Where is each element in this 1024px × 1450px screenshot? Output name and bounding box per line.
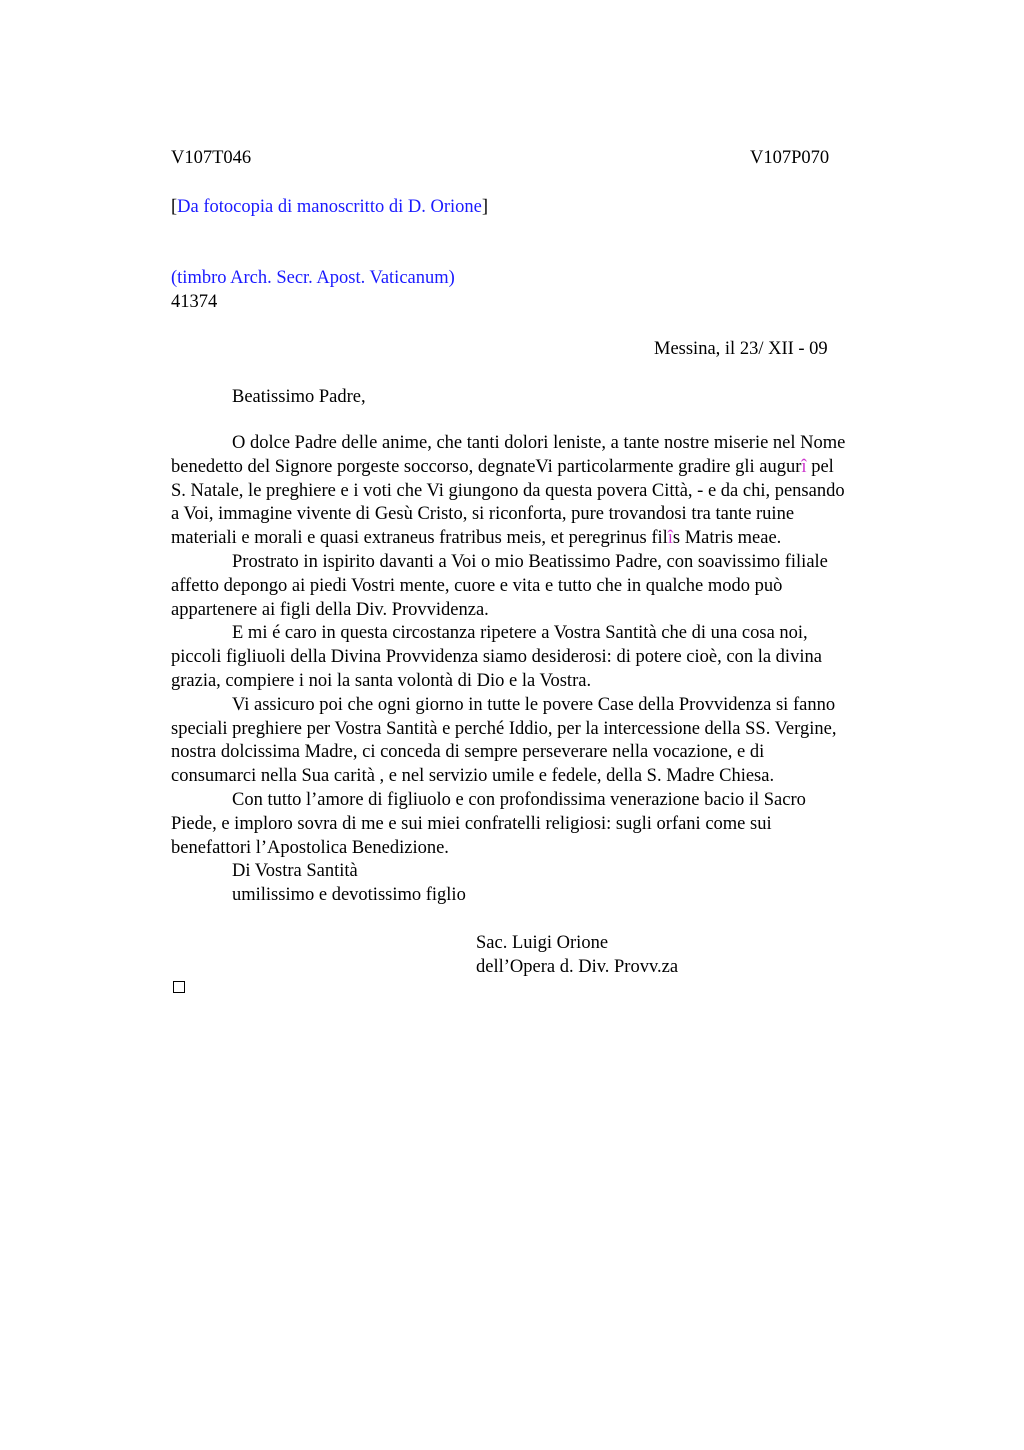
closing-line: umilissimo e devotissimo figlio xyxy=(232,885,466,906)
body-line: consumarci nella Sua carità , e nel servizio umile e fedele, della S. Madre Chiesa. xyxy=(171,766,775,787)
editorial-mark: î xyxy=(667,528,673,549)
stamp-number: 41374 xyxy=(171,292,218,312)
body-line: appartenere ai figli della Div. Provvidenza. xyxy=(171,599,489,620)
document-code-left: V107T046 xyxy=(171,148,252,168)
body-line: Prostrato in ispirito davanti a Voi o mio Beatissimo Padre, con soavissimo filiale xyxy=(232,551,828,572)
body-line: Piede, e imploro sovra di me e sui miei confratelli religiosi: sugli orfani come sui xyxy=(171,813,772,834)
editorial-mark: î xyxy=(801,456,807,477)
dateline: Messina, il 23/ XII - 09 xyxy=(654,339,828,359)
body-line: O dolce Padre delle anime, che tanti dolori leniste, a tante nostre miserie nel Nome xyxy=(232,433,846,453)
body-line: speciali preghiere per Vostra Santità e perché Iddio, per la intercessione della SS. Vergine, xyxy=(171,718,837,739)
body-line: Vi assicuro poi che ogni giorno in tutte le povere Case della Provvidenza si fanno xyxy=(232,694,836,715)
body-line xyxy=(171,456,941,480)
salutation: Beatissimo Padre, xyxy=(232,387,366,407)
body-line xyxy=(171,527,941,551)
letter-body xyxy=(171,432,941,908)
body-text-fragment: materiali e morali e quasi extraneus fratribus meis, et peregrinus fil xyxy=(171,528,668,549)
body-line: E mi é caro in questa circostanza ripetere a Vostra Santità che di una cosa noi, xyxy=(232,623,808,644)
body-line: benefattori l’Apostolica Benedizione. xyxy=(171,837,449,858)
body-line: affetto depongo ai piedi Vostri mente, cuore e vita e tutto che in qualche modo può xyxy=(171,575,783,596)
body-line: nostra dolcissima Madre, ci conceda di sempre perseverare nella vocazione, e di xyxy=(171,742,765,763)
document-code-right: V107P070 xyxy=(750,148,830,168)
body-line: Con tutto l’amore di figliuolo e con profondissima venerazione bacio il Sacro xyxy=(232,789,806,810)
source-note-text: Da fotocopia di manoscritto di D. Orione xyxy=(177,197,482,217)
body-line: piccoli figliuoli della Divina Provvidenza siamo desiderosi: di potere cioè, con la divina xyxy=(171,647,822,668)
signature-name: Sac. Luigi Orione xyxy=(476,933,609,953)
signature-title: dell’Opera d. Div. Provv.za xyxy=(476,957,679,977)
body-text-fragment: benedetto del Signore porgeste soccorso, degnateVi particolarmente gradire gli augur xyxy=(171,456,802,477)
checkbox-square-icon xyxy=(173,981,185,993)
stamp-note: (timbro Arch. Secr. Apost. Vaticanum) xyxy=(171,268,455,288)
body-line: a Voi, immagine vivente di Gesù Cristo, si riconforta, pure trovandosi tra tante ruine xyxy=(171,504,795,525)
source-note-close-bracket: ] xyxy=(481,197,489,217)
source-note-open-bracket: [ xyxy=(171,197,178,217)
source-note xyxy=(171,195,488,219)
body-line: S. Natale, le preghiere e i voti che Vi giungono da questa povera Città, - e da chi, pensando xyxy=(171,480,845,501)
body-text-fragment: s Matris meae. xyxy=(672,528,782,549)
closing-line: Di Vostra Santità xyxy=(232,861,358,882)
body-text-fragment: pel xyxy=(806,456,834,477)
body-line: grazia, compiere i noi la santa volontà di Dio e la Vostra. xyxy=(171,670,592,691)
